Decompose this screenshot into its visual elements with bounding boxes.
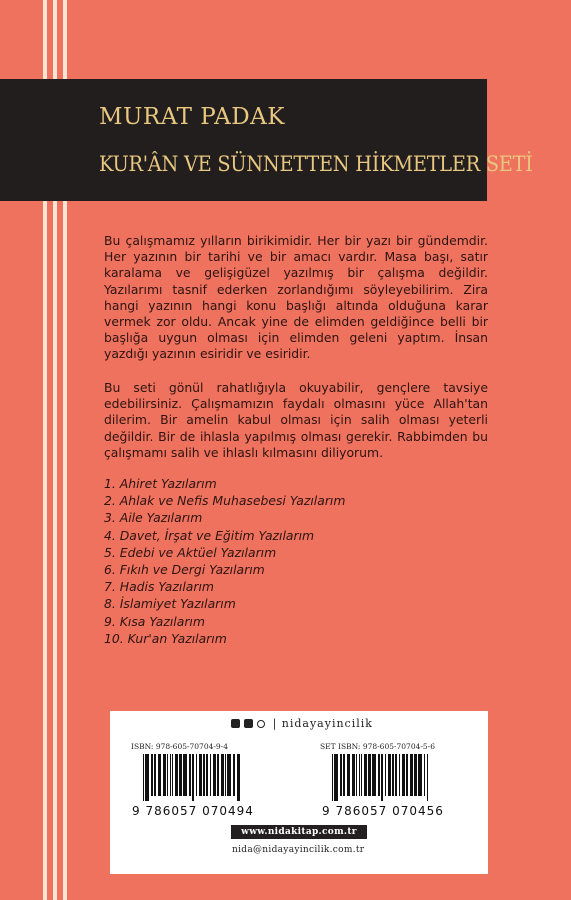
publisher-panel [110, 711, 488, 874]
series-title: KUR'ÂN VE SÜNNETTEN HİKMETLER SETİ [99, 152, 533, 176]
author-name: MURAT PADAK [99, 104, 285, 130]
book-list-item: 3. Aile Yazılarım [104, 510, 203, 526]
set-barcode-digits: 9 786057 070456 [322, 804, 444, 818]
title-banner [0, 79, 487, 201]
social-handle: | nidayayincilik [272, 717, 373, 730]
book-list-item: 8. İslamiyet Yazılarım [104, 596, 236, 612]
book-list-item: 10. Kur'an Yazılarım [104, 630, 227, 646]
social-row [231, 717, 373, 730]
facebook-icon [231, 719, 240, 728]
website-label: www.nidakitap.com.tr [231, 825, 367, 839]
book-list-item: 5. Edebi ve Aktüel Yazılarım [104, 544, 277, 560]
book-list-item: 1. Ahiret Yazılarım [104, 476, 217, 491]
set-isbn-label: SET ISBN: 978-605-70704-5-6 [320, 742, 435, 751]
barcode-digits: 9 786057 070494 [132, 804, 254, 818]
twitter-icon [244, 719, 253, 728]
email-label: nida@nidayayincilik.com.tr [232, 845, 365, 855]
book-list-item: 2. Ahlak ve Nefis Muhasebesi Yazılarım [104, 493, 346, 509]
description-paragraph-2: Bu seti gönül rahatlığıyla okuyabilir, gençlere tavsiye edebilirsiniz. Çalışmamızın faydalı olmasını yüce Allah'tan dilerim. Bir amelin kabul olması için salih olması yeterli değildir. Bir de ihlasla yapılmış olması gerekir. Rabbimden bu çalışmamı salih ve ihlaslı kılmasını diliyorum. [104, 380, 488, 460]
barcode [141, 754, 294, 801]
book-list-item: 4. Davet, İrşat ve Eğitim Yazılarım [104, 527, 315, 543]
instagram-icon [257, 720, 265, 728]
isbn-label: ISBN: 978-605-70704-9-4 [131, 742, 228, 751]
description-paragraph-1: Bu çalışmamız yılların birikimidir. Her bir yazı bir gündemdir. Her yazının bir tarihi ve bir amacı vardır. Masa başı, satır karalama ve gelişigüzel yazılmış bir çalışma değildir. Yazılarımı tasnif ederken zorlandığımı söyleyebilirim. Zira hangi yazının hangi konu başlığı altında olduğuna karar vermek zor oldu. Ancak yine de elimden geldiğince belli bir başlığa uygun olması için elimden geleni yaptım. İnsan yazdığı yazının esiridir ve esiridir. [104, 233, 488, 362]
book-list [104, 475, 488, 647]
book-list-item: 6. Fıkıh ve Dergi Yazılarım [104, 562, 265, 578]
book-list-item: 7. Hadis Yazılarım [104, 579, 214, 595]
book-list-item: 9. Kısa Yazılarım [104, 613, 205, 629]
set-barcode [330, 754, 483, 801]
